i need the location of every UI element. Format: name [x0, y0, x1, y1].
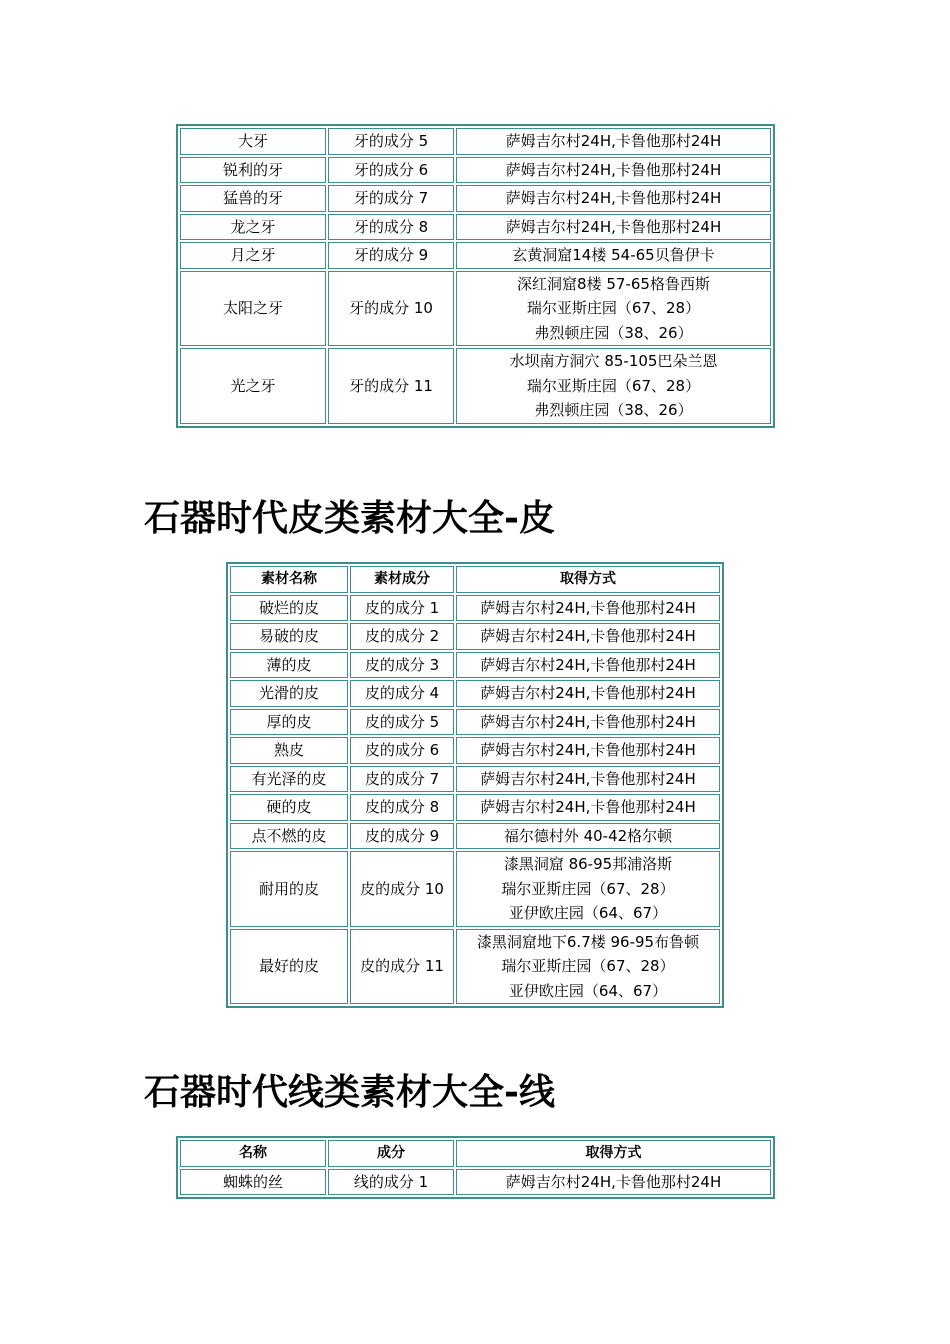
- thread-section-title: 石器时代线类素材大全-线: [144, 1071, 555, 1113]
- header-acquisition-method: 取得方式: [456, 1140, 771, 1167]
- material-name-cell: 光之牙: [180, 348, 326, 424]
- material-name-cell: 大牙: [180, 128, 326, 155]
- header-acquisition-method: 取得方式: [456, 566, 720, 593]
- acquisition-method-cell: [456, 348, 771, 424]
- acquisition-line: 漆黑洞窟地下6.7楼 96-95布鲁顿: [476, 932, 700, 951]
- table-row: [230, 652, 720, 679]
- table-row: [230, 929, 720, 1005]
- acquisition-line: 亚伊欧庄园（64、67）: [508, 981, 668, 1000]
- table-row: [180, 271, 771, 347]
- acquisition-line: 福尔德村外 40-42格尔顿: [503, 826, 673, 845]
- leather-table-rows: [230, 595, 720, 1005]
- table-row: [230, 623, 720, 650]
- teeth-materials-table: [176, 124, 775, 428]
- material-name-cell: 厚的皮: [230, 709, 348, 736]
- header-material-component: 素材成分: [350, 566, 454, 593]
- material-component-cell: 皮的成分 2: [350, 623, 454, 650]
- acquisition-method-cell: [456, 623, 720, 650]
- material-component-cell: 皮的成分 3: [350, 652, 454, 679]
- material-component-cell: 皮的成分 7: [350, 766, 454, 793]
- table-row: [180, 185, 771, 212]
- thread-materials-table: [176, 1136, 775, 1199]
- material-name-cell: 薄的皮: [230, 652, 348, 679]
- table-row: [230, 766, 720, 793]
- material-component-cell: 皮的成分 10: [350, 851, 454, 927]
- teeth-table-body: [180, 128, 771, 424]
- acquisition-line: 深红洞窟8楼 57-65格鲁西斯: [517, 274, 710, 293]
- acquisition-line: 萨姆吉尔村24H,卡鲁他那村24H: [480, 798, 696, 816]
- acquisition-method-cell: [456, 1169, 771, 1196]
- acquisition-line: 瑞尔亚斯庄园（67、28）: [501, 957, 675, 975]
- leather-section-title: 石器时代皮类素材大全-皮: [144, 497, 555, 539]
- thread-table-body: [180, 1140, 771, 1167]
- acquisition-line: 瑞尔亚斯庄园（67、28）: [526, 376, 701, 395]
- acquisition-line: 萨姆吉尔村24H,卡鲁他那村24H: [480, 684, 696, 702]
- material-component-cell: 皮的成分 1: [350, 595, 454, 622]
- acquisition-method-cell: [456, 709, 720, 736]
- material-name-cell: 最好的皮: [230, 929, 348, 1005]
- material-name-cell: 熟皮: [230, 737, 348, 764]
- acquisition-line: 萨姆吉尔村24H,卡鲁他那村24H: [505, 1172, 722, 1191]
- material-component-cell: 皮的成分 4: [350, 680, 454, 707]
- acquisition-line: 水坝南方洞穴 85-105巴朵兰恩: [509, 352, 718, 370]
- table-row: [230, 851, 720, 927]
- acquisition-line: 萨姆吉尔村24H,卡鲁他那村24H: [505, 160, 722, 179]
- table-row: [230, 709, 720, 736]
- material-component-cell: 皮的成分 11: [350, 929, 454, 1005]
- acquisition-line: 弗烈顿庄园（38、26）: [534, 323, 693, 342]
- table-row: [230, 823, 720, 850]
- material-component-cell: 牙的成分 7: [328, 185, 454, 212]
- material-component-cell: 牙的成分 5: [328, 128, 454, 155]
- acquisition-method-cell: [456, 185, 771, 212]
- thread-table-rows: [180, 1169, 771, 1196]
- acquisition-line: 萨姆吉尔村24H,卡鲁他那村24H: [505, 217, 722, 236]
- acquisition-method-cell: [456, 766, 720, 793]
- acquisition-method-cell: [456, 737, 720, 764]
- acquisition-line: 亚伊欧庄园（64、67）: [508, 904, 668, 922]
- header-name: 名称: [180, 1140, 326, 1167]
- material-name-cell: 蜘蛛的丝: [180, 1169, 326, 1196]
- table-row: [180, 214, 771, 241]
- material-component-cell: 皮的成分 9: [350, 823, 454, 850]
- header-material-name: 素材名称: [230, 566, 348, 593]
- acquisition-method-cell: [456, 680, 720, 707]
- material-name-cell: 有光泽的皮: [230, 766, 348, 793]
- material-component-cell: 皮的成分 6: [350, 737, 454, 764]
- material-name-cell: 耐用的皮: [230, 851, 348, 927]
- material-name-cell: 破烂的皮: [230, 595, 348, 622]
- material-name-cell: 易破的皮: [230, 623, 348, 650]
- acquisition-line: 瑞尔亚斯庄园（67、28）: [526, 299, 701, 317]
- acquisition-line: 萨姆吉尔村24H,卡鲁他那村24H: [480, 598, 696, 617]
- acquisition-line: 萨姆吉尔村24H,卡鲁他那村24H: [480, 655, 696, 674]
- acquisition-method-cell: [456, 595, 720, 622]
- table-row: [230, 680, 720, 707]
- acquisition-method-cell: [456, 823, 720, 850]
- acquisition-line: 萨姆吉尔村24H,卡鲁他那村24H: [505, 132, 722, 150]
- material-component-cell: 牙的成分 9: [328, 242, 454, 269]
- acquisition-method-cell: [456, 652, 720, 679]
- table-row: [230, 737, 720, 764]
- table-row: [230, 794, 720, 821]
- material-name-cell: 太阳之牙: [180, 271, 326, 347]
- table-row: [180, 348, 771, 424]
- header-component: 成分: [328, 1140, 454, 1167]
- leather-table-header: [230, 566, 720, 593]
- acquisition-line: 萨姆吉尔村24H,卡鲁他那村24H: [505, 189, 722, 207]
- material-name-cell: 月之牙: [180, 242, 326, 269]
- material-component-cell: 牙的成分 8: [328, 214, 454, 241]
- acquisition-line: 弗烈顿庄园（38、26）: [534, 401, 693, 419]
- acquisition-line: 瑞尔亚斯庄园（67、28）: [501, 879, 675, 898]
- acquisition-line: 萨姆吉尔村24H,卡鲁他那村24H: [480, 769, 696, 788]
- acquisition-method-cell: [456, 794, 720, 821]
- acquisition-method-cell: [456, 157, 771, 184]
- material-component-cell: 牙的成分 10: [328, 271, 454, 347]
- acquisition-method-cell: [456, 851, 720, 927]
- acquisition-line: 萨姆吉尔村24H,卡鲁他那村24H: [480, 712, 696, 731]
- acquisition-method-cell: [456, 929, 720, 1005]
- material-component-cell: 皮的成分 5: [350, 709, 454, 736]
- acquisition-line: 萨姆吉尔村24H,卡鲁他那村24H: [480, 741, 696, 759]
- acquisition-line: 萨姆吉尔村24H,卡鲁他那村24H: [480, 627, 696, 645]
- acquisition-method-cell: [456, 128, 771, 155]
- acquisition-method-cell: [456, 242, 771, 269]
- table-row: [230, 595, 720, 622]
- table-row: [180, 128, 771, 155]
- thread-table-header: [180, 1140, 771, 1167]
- material-name-cell: 硬的皮: [230, 794, 348, 821]
- table-row: [180, 157, 771, 184]
- material-component-cell: 皮的成分 8: [350, 794, 454, 821]
- acquisition-method-cell: [456, 271, 771, 347]
- acquisition-line: 漆黑洞窟 86-95邦浦洛斯: [503, 855, 673, 873]
- material-name-cell: 猛兽的牙: [180, 185, 326, 212]
- material-component-cell: 牙的成分 11: [328, 348, 454, 424]
- material-name-cell: 光滑的皮: [230, 680, 348, 707]
- material-component-cell: 牙的成分 6: [328, 157, 454, 184]
- material-name-cell: 锐利的牙: [180, 157, 326, 184]
- table-row: [180, 242, 771, 269]
- leather-table-body: [230, 566, 720, 593]
- table-row: [180, 1169, 771, 1196]
- material-name-cell: 龙之牙: [180, 214, 326, 241]
- leather-materials-table: [226, 562, 724, 1008]
- acquisition-line: 玄黄洞窟14楼 54-65贝鲁伊卡: [512, 246, 715, 264]
- material-component-cell: 线的成分 1: [328, 1169, 454, 1196]
- acquisition-method-cell: [456, 214, 771, 241]
- material-name-cell: 点不燃的皮: [230, 823, 348, 850]
